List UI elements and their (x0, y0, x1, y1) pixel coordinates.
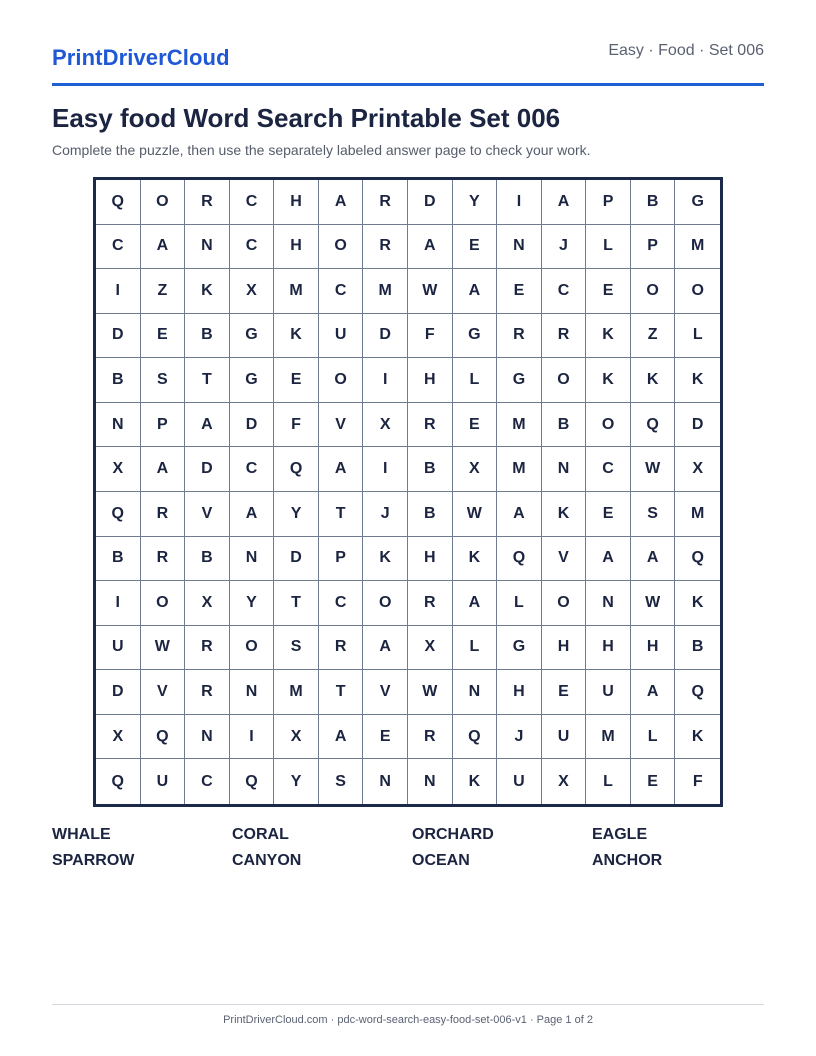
grid-cell: M (497, 447, 542, 492)
grid-cell: B (408, 447, 453, 492)
grid-cell: G (230, 358, 275, 403)
grid-cell: D (96, 670, 141, 715)
grid-cell: H (542, 626, 587, 671)
grid-cell: H (408, 358, 453, 403)
grid-cell: O (230, 626, 275, 671)
grid-cell: B (542, 403, 587, 448)
grid-cell: R (141, 492, 186, 537)
page-subtitle: Complete the puzzle, then use the separately labeled answer page to check your work. (52, 142, 591, 158)
grid-cell: F (274, 403, 319, 448)
grid-cell: C (586, 447, 631, 492)
grid-cell: Q (675, 537, 720, 582)
grid-cell: K (631, 358, 676, 403)
grid-cell: Y (274, 759, 319, 804)
grid-cell: V (542, 537, 587, 582)
grid-cell: X (408, 626, 453, 671)
grid-cell: K (453, 537, 498, 582)
grid-cell: E (141, 314, 186, 359)
grid-cell: Q (96, 759, 141, 804)
puzzle-meta: Easy · Food · Set 006 (608, 42, 764, 59)
grid-cell: K (363, 537, 408, 582)
grid-cell: A (363, 626, 408, 671)
grid-cell: D (96, 314, 141, 359)
grid-cell: I (363, 358, 408, 403)
grid-cell: L (586, 759, 631, 804)
grid-cell: K (542, 492, 587, 537)
grid-cell: B (185, 314, 230, 359)
grid-cell: E (586, 269, 631, 314)
grid-cell: O (319, 358, 364, 403)
grid-cell: D (363, 314, 408, 359)
grid-cell: A (586, 537, 631, 582)
grid-cell: Q (497, 537, 542, 582)
grid-cell: B (408, 492, 453, 537)
grid-cell: O (675, 269, 720, 314)
grid-cell: U (319, 314, 364, 359)
grid-cell: U (96, 626, 141, 671)
grid-cell: A (319, 180, 364, 225)
grid-cell: O (542, 581, 587, 626)
grid-cell: K (274, 314, 319, 359)
page-title: Easy food Word Search Printable Set 006 (52, 103, 561, 133)
grid-cell: I (497, 180, 542, 225)
grid-cell: Y (453, 180, 498, 225)
grid-cell: O (141, 180, 186, 225)
grid-cell: A (185, 403, 230, 448)
grid-cell: A (453, 581, 498, 626)
grid-cell: X (230, 269, 275, 314)
grid-cell: M (274, 670, 319, 715)
grid-cell: T (185, 358, 230, 403)
grid-cell: N (363, 759, 408, 804)
grid-cell: F (408, 314, 453, 359)
grid-cell: B (675, 626, 720, 671)
grid-cell: A (631, 670, 676, 715)
grid-cell: O (586, 403, 631, 448)
grid-cell: Q (230, 759, 275, 804)
grid-cell: R (363, 225, 408, 270)
grid-cell: M (675, 492, 720, 537)
grid-cell: Y (230, 581, 275, 626)
grid-cell: I (96, 581, 141, 626)
grid-cell: V (319, 403, 364, 448)
grid-cell: I (230, 715, 275, 760)
grid-cell: E (453, 225, 498, 270)
grid-cell: D (230, 403, 275, 448)
grid-cell: W (141, 626, 186, 671)
word-search-grid (93, 177, 723, 807)
grid-cell: T (319, 492, 364, 537)
grid-cell: X (453, 447, 498, 492)
grid-cell: A (319, 447, 364, 492)
grid-cell: R (185, 180, 230, 225)
grid-cell: X (542, 759, 587, 804)
grid-cell: X (363, 403, 408, 448)
grid-cell: U (141, 759, 186, 804)
grid-cell: R (542, 314, 587, 359)
grid-cell: E (586, 492, 631, 537)
grid-cell: L (586, 225, 631, 270)
grid-cell: B (96, 537, 141, 582)
grid-cell: V (363, 670, 408, 715)
grid-cell: M (363, 269, 408, 314)
grid-cell: H (274, 225, 319, 270)
word-list-item: ORCHARD (412, 826, 494, 843)
grid-cell: F (692, 772, 703, 790)
grid-cell: X (675, 447, 720, 492)
grid-cell: Q (274, 447, 319, 492)
grid-cell: R (185, 626, 230, 671)
grid-cell: C (230, 180, 275, 225)
grid-cell: H (408, 537, 453, 582)
grid-cell: U (586, 670, 631, 715)
grid-cell: N (230, 537, 275, 582)
grid-cell: N (185, 225, 230, 270)
grid-cell: L (453, 626, 498, 671)
grid-cell: H (497, 670, 542, 715)
grid-cell: Z (631, 314, 676, 359)
grid-cell: Q (141, 715, 186, 760)
word-list-item: ANCHOR (592, 852, 663, 869)
grid-cell: M (586, 715, 631, 760)
grid-cell: A (141, 225, 186, 270)
grid-cell: I (363, 447, 408, 492)
grid-cell: A (497, 492, 542, 537)
grid-cell: C (542, 269, 587, 314)
grid-cell: N (185, 715, 230, 760)
grid-cell: X (96, 447, 141, 492)
grid-cell: N (453, 670, 498, 715)
word-list-item: OCEAN (412, 852, 470, 869)
grid-cell: A (408, 225, 453, 270)
page-header (52, 40, 764, 86)
grid-cell: V (185, 492, 230, 537)
grid-cell: K (185, 269, 230, 314)
grid-cell: J (542, 225, 587, 270)
grid-cell: K (586, 314, 631, 359)
grid-cell: J (363, 492, 408, 537)
grid-cell: L (675, 314, 720, 359)
grid-cell: W (631, 447, 676, 492)
grid-cell: K (586, 358, 631, 403)
grid-cell: E (542, 670, 587, 715)
grid-cell: A (230, 492, 275, 537)
grid-cell: A (319, 715, 364, 760)
brand-logo: PrintDriverCloud (52, 45, 230, 70)
grid-cell: E (497, 269, 542, 314)
grid-cell: G (497, 358, 542, 403)
grid-cell: X (274, 715, 319, 760)
grid-cell: U (542, 715, 587, 760)
word-list-item: EAGLE (592, 826, 648, 843)
grid-cell: A (542, 180, 587, 225)
word-list-item: WHALE (52, 826, 111, 843)
grid-cell: O (319, 225, 364, 270)
grid-cell: J (497, 715, 542, 760)
grid-cell: C (319, 581, 364, 626)
grid-cell: Z (141, 269, 186, 314)
grid-cell: K (675, 715, 720, 760)
grid-cell: V (141, 670, 186, 715)
grid-cell: O (631, 269, 676, 314)
grid-cell: H (274, 180, 319, 225)
grid-cell: R (319, 626, 364, 671)
grid-cell: S (631, 492, 676, 537)
grid-cell: G (675, 180, 720, 225)
grid-cell: E (363, 715, 408, 760)
grid-cell: C (96, 225, 141, 270)
grid-cell: L (631, 715, 676, 760)
grid-cell: E (453, 403, 498, 448)
grid-cell: M (274, 269, 319, 314)
grid-cell: Q (96, 492, 141, 537)
grid-cell: C (319, 269, 364, 314)
grid-cell: Q (453, 715, 498, 760)
grid-cell: P (141, 403, 186, 448)
grid-cell: S (274, 626, 319, 671)
grid-cell: C (230, 225, 275, 270)
grid-cell: W (631, 581, 676, 626)
grid-cell: A (631, 537, 676, 582)
grid-cell: D (408, 180, 453, 225)
grid-cell: D (675, 403, 720, 448)
grid-cell: Q (675, 670, 720, 715)
grid-cell: R (141, 537, 186, 582)
grid-cell: H (586, 626, 631, 671)
grid-cell: O (363, 581, 408, 626)
grid-cell: S (141, 358, 186, 403)
grid-cell: K (453, 759, 498, 804)
grid-cell: D (185, 447, 230, 492)
grid-cell: N (408, 759, 453, 804)
grid-cell: N (586, 581, 631, 626)
grid-cell: W (408, 670, 453, 715)
grid-cell: A (141, 447, 186, 492)
grid-cell: G (497, 626, 542, 671)
grid-cell: Y (274, 492, 319, 537)
word-list-item: CORAL (232, 826, 289, 843)
grid-cell: P (319, 537, 364, 582)
grid-cell: R (185, 670, 230, 715)
grid-cell: K (675, 358, 720, 403)
grid-cell: E (631, 759, 676, 804)
grid-cell: R (408, 581, 453, 626)
grid-cell: R (408, 403, 453, 448)
grid-cell: B (631, 180, 676, 225)
grid-cell: N (542, 447, 587, 492)
grid-cell: S (319, 759, 364, 804)
grid-cell: P (631, 225, 676, 270)
grid-cell: R (497, 314, 542, 359)
grid-cell: N (96, 403, 141, 448)
grid-cell: R (408, 715, 453, 760)
grid-cell: D (274, 537, 319, 582)
grid-cell: O (141, 581, 186, 626)
grid-cell: Q (96, 180, 141, 225)
grid-cell: T (319, 670, 364, 715)
grid-cell: N (230, 670, 275, 715)
grid-cell: U (497, 759, 542, 804)
grid-cell: K (675, 581, 720, 626)
grid-cell: B (96, 358, 141, 403)
grid-cell: H (631, 626, 676, 671)
word-list (52, 826, 764, 870)
grid-cell: G (453, 314, 498, 359)
grid-cell: A (453, 269, 498, 314)
grid-cell: P (586, 180, 631, 225)
grid-cell: I (96, 269, 141, 314)
grid-cell: R (363, 180, 408, 225)
grid-cell: T (274, 581, 319, 626)
grid-cell: W (453, 492, 498, 537)
word-list-item: SPARROW (52, 852, 135, 869)
grid-cell: B (185, 537, 230, 582)
grid-cell: M (675, 225, 720, 270)
footer-divider (52, 1004, 764, 1005)
grid-cell: O (542, 358, 587, 403)
grid-cell: L (453, 358, 498, 403)
grid-cell: E (274, 358, 319, 403)
grid-cell: X (96, 715, 141, 760)
page-footer: PrintDriverCloud.com · pdc-word-search-easy-food-set-006-v1 · Page 1 of 2 (223, 1014, 593, 1026)
grid-cell: M (497, 403, 542, 448)
grid-cell: N (497, 225, 542, 270)
grid-cell: W (408, 269, 453, 314)
word-list-item: CANYON (232, 852, 302, 869)
grid-cell: G (230, 314, 275, 359)
grid-cell: C (230, 447, 275, 492)
grid-cell: X (185, 581, 230, 626)
grid-cell: C (185, 759, 230, 804)
grid-cell: Q (631, 403, 676, 448)
grid-cell: L (497, 581, 542, 626)
